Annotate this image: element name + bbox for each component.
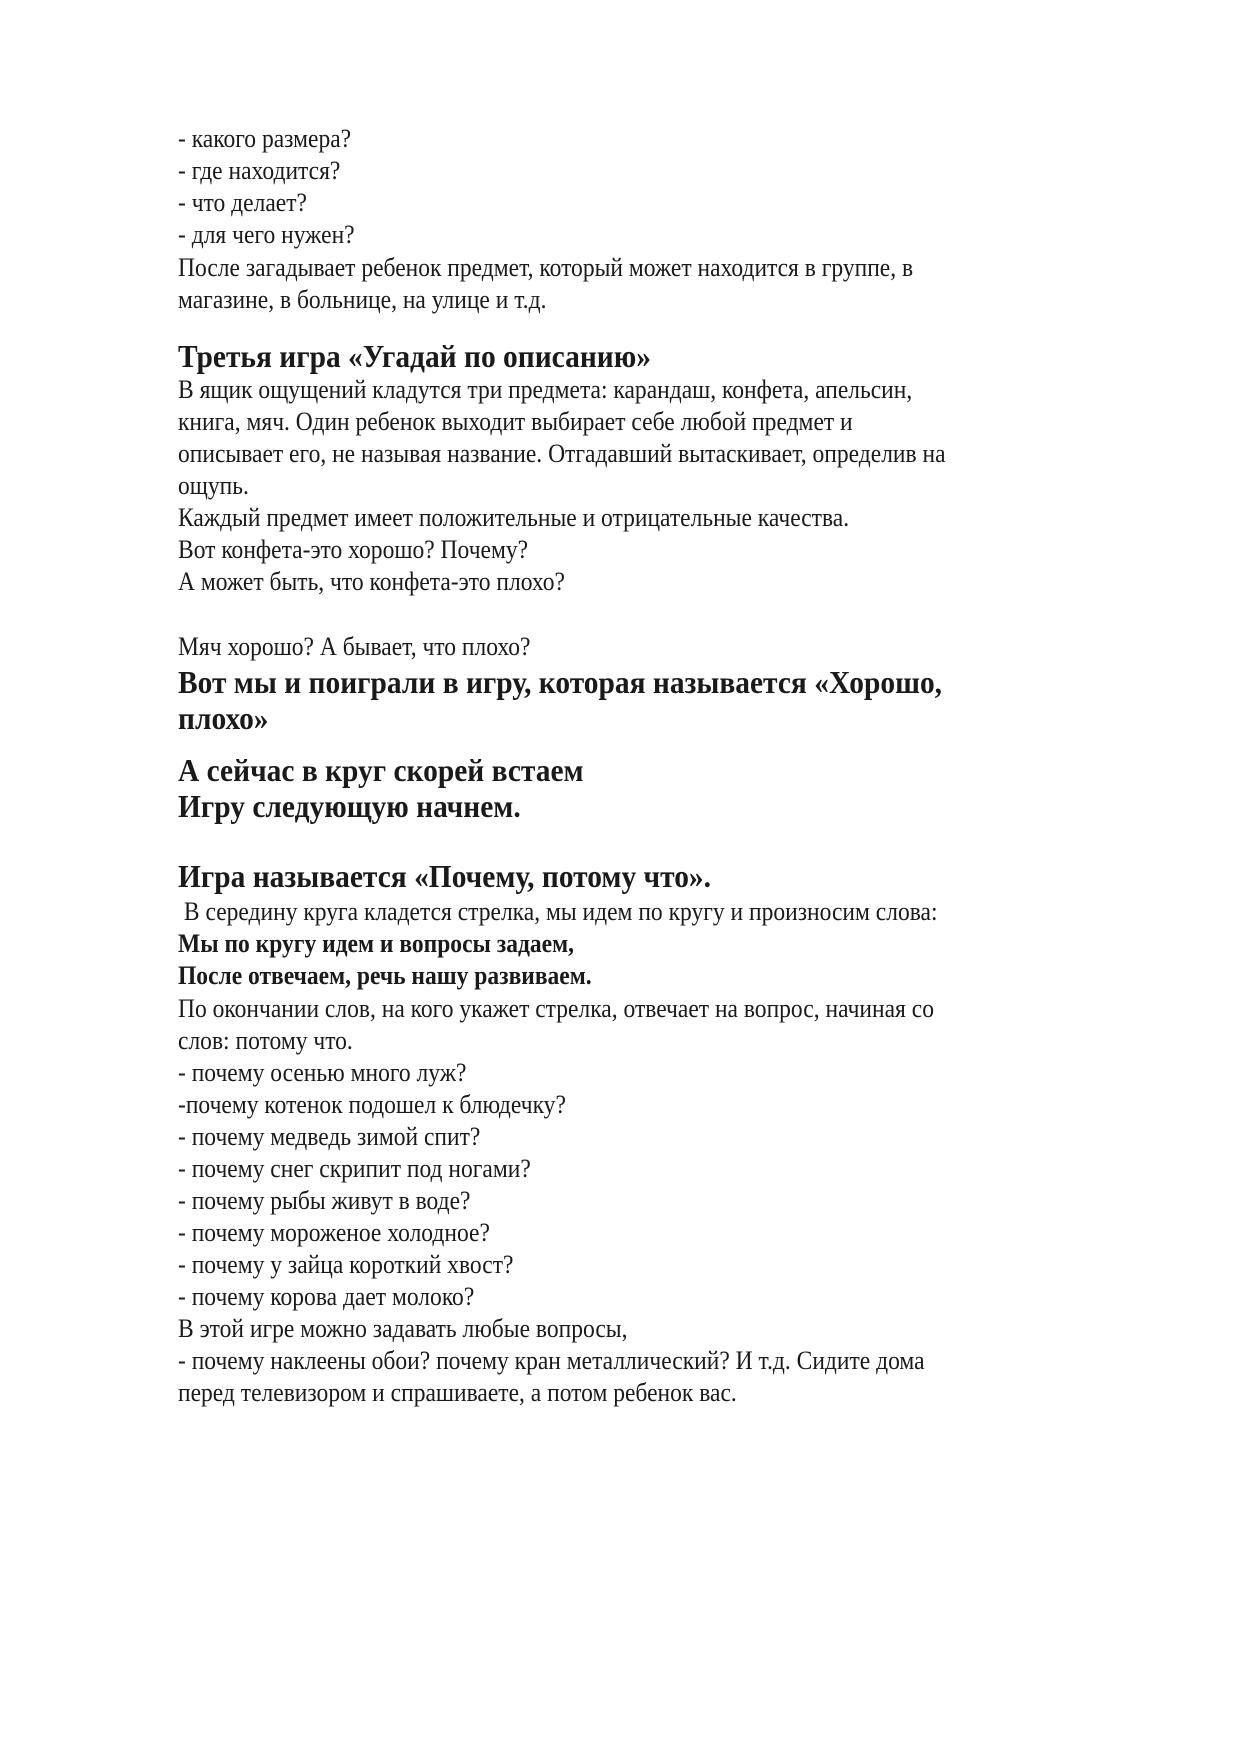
paragraph-line: слов: потому что.	[178, 1026, 353, 1055]
section-heading-good-bad: плохо»	[178, 700, 269, 736]
list-item: - где находится?	[178, 156, 341, 185]
paragraph-line: ощупь.	[178, 471, 249, 500]
paragraph-line: В середину круга кладется стрелка, мы идем по кругу и произносим слова:	[178, 897, 938, 926]
paragraph-line: В ящик ощущений кладутся три предмета: карандаш, конфета, апельсин,	[178, 375, 913, 404]
paragraph-line: Каждый предмет имеет положительные и отрицательные качества.	[178, 503, 850, 532]
verse-line: После отвечаем, речь нашу развиваем.	[178, 961, 592, 990]
paragraph-line: книга, мяч. Один ребенок выходит выбирает себе любой предмет и	[178, 407, 853, 436]
list-item: - для чего нужен?	[178, 220, 355, 249]
question-item: -почему котенок подошел к блюдечку?	[178, 1090, 566, 1119]
paragraph-line: Вот конфета-это хорошо? Почему?	[178, 535, 529, 564]
paragraph-line: перед телевизором и спрашиваете, а потом ребенок вас.	[178, 1378, 737, 1407]
section-heading-circle: Игру следующую начнем.	[178, 788, 521, 824]
paragraph-line: - почему наклеены обои? почему кран металлический? И т.д. Сидите дома	[178, 1346, 925, 1375]
paragraph-line: Мяч хорошо? А бывает, что плохо?	[178, 632, 531, 661]
paragraph-line: По окончании слов, на кого укажет стрелка, отвечает на вопрос, начиная со	[178, 994, 934, 1023]
question-item: - почему медведь зимой спит?	[178, 1122, 481, 1151]
paragraph-line: После загадывает ребенок предмет, который может находится в группе, в	[178, 253, 914, 282]
section-heading-third-game: Третья игра «Угадай по описанию»	[178, 338, 651, 374]
question-item: - почему корова дает молоко?	[178, 1282, 475, 1311]
question-item: - почему мороженое холодное?	[178, 1218, 490, 1247]
verse-line: Мы по кругу идем и вопросы задаем,	[178, 929, 575, 958]
list-item: - какого размера?	[178, 124, 352, 153]
section-heading-good-bad: Вот мы и поиграли в игру, которая называется «Хорошо,	[178, 664, 943, 700]
question-item: - почему у зайца короткий хвост?	[178, 1250, 514, 1279]
paragraph-line: описывает его, не называя название. Отгадавший вытаскивает, определив на	[178, 439, 946, 468]
question-item: - почему осенью много луж?	[178, 1058, 467, 1087]
paragraph-line: А может быть, что конфета-это плохо?	[178, 567, 565, 596]
section-heading-circle: А сейчас в круг скорей встаем	[178, 752, 584, 788]
paragraph-line: магазине, в больнице, на улице и т.д.	[178, 285, 547, 314]
list-item: - что делает?	[178, 188, 307, 217]
paragraph-line: В этой игре можно задавать любые вопросы,	[178, 1314, 628, 1343]
question-item: - почему снег скрипит под ногами?	[178, 1154, 531, 1183]
section-heading-why-game: Игра называется «Почему, потому что».	[178, 858, 712, 894]
question-item: - почему рыбы живут в воде?	[178, 1186, 471, 1215]
